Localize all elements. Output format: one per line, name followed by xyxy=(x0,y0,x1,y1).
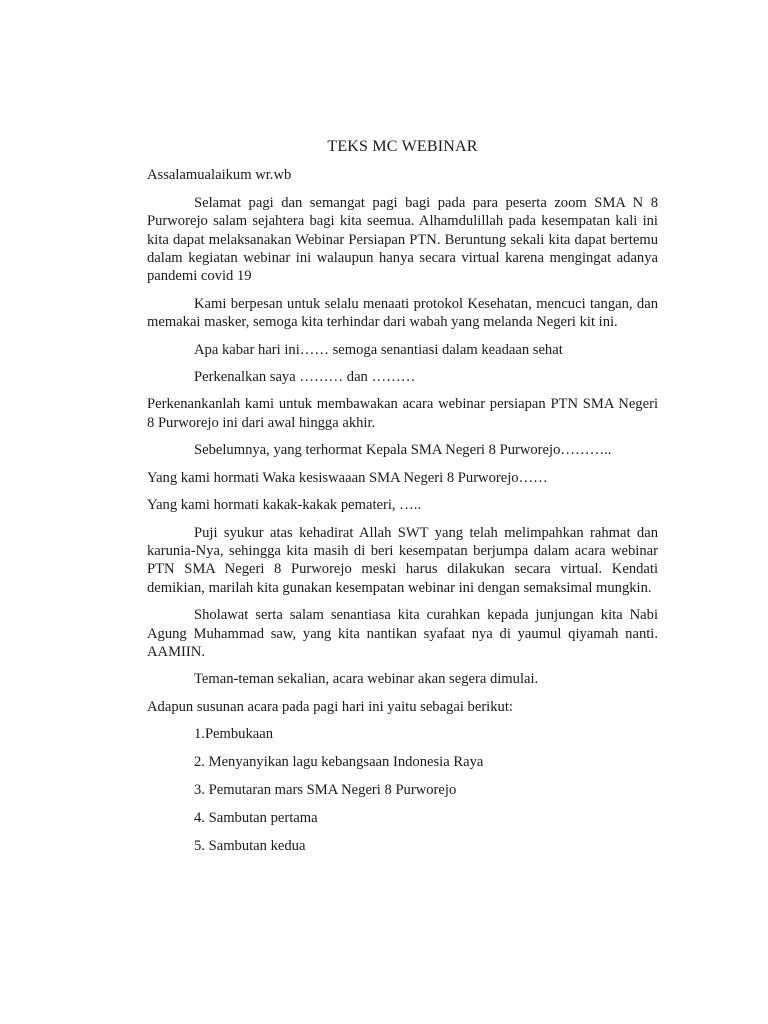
paragraph-agenda-intro: Adapun susunan acara pada pagi hari ini yaitu sebagai berikut: xyxy=(147,698,513,715)
paragraph-introduction: Perkenalkan saya ……… dan ……… xyxy=(194,369,416,386)
agenda-item: 4. Sambutan pertama xyxy=(194,810,318,827)
agenda-item: 1.Pembukaan xyxy=(194,726,274,743)
agenda-item: 2. Menyanyikan lagu kebangsaan Indonesia Raya xyxy=(194,754,484,771)
paragraph-health-message: Kami berpesan untuk selalu menaati protokol Kesehatan, mencuci tangan, dan memakai masker, semoga kita terhindar dari wabah yang melanda Negeri kit ini. xyxy=(147,295,658,331)
paragraph-sholawat: Sholawat serta salam senantiasa kita curahkan kepada junjungan kita Nabi Agung Muhammad saw, yang kita nantikan syafaat nya di yaumul qiyamah nanti. AAMIIN. xyxy=(147,607,658,660)
document-title: TEKS MC WEBINAR xyxy=(327,138,478,155)
agenda-list xyxy=(147,725,658,855)
paragraph-respect-vice-principal: Yang kami hormati Waka kesiswaaan SMA Negeri 8 Purworejo…… xyxy=(147,469,548,486)
paragraph-respect-speakers: Yang kami hormati kakak-kakak pemateri, ….. xyxy=(147,497,422,514)
agenda-item: 5. Sambutan kedua xyxy=(194,838,306,855)
paragraph-opening: Selamat pagi dan semangat pagi bagi pada para peserta zoom SMA N 8 Purworejo salam sejahtera bagi kita seemua. Alhamdulillah pada kesempatan kali ini kita dapat melaksanakan Webinar Persiapan PTN. Beruntung sekali kita dapat bertemu dalam kegiatan webinar ini walaupun hanya secara virtual karena mengingat adanya pandemi covid 19 xyxy=(147,194,658,285)
paragraph-how-are-you: Apa kabar hari ini…… semoga senantiasi dalam keadaan sehat xyxy=(194,341,563,358)
paragraph-respect-principal: Sebelumnya, yang terhormat Kepala SMA Negeri 8 Purworejo……….. xyxy=(194,442,612,459)
document-page xyxy=(147,138,658,865)
paragraph-gratitude: Puji syukur atas kehadirat Allah SWT yang telah melimpahkan rahmat dan karunia-Nya, sehingga kita masih di beri kesempatan berjumpa dalam acara webinar PTN SMA Negeri 8 Purworejo meski harus dilakukan secara virtual. Kendati demikian, marilah kita gunakan kesempatan webinar ini dengan semaksimal mungkin. xyxy=(147,524,658,596)
greeting: Assalamualaikum wr.wb xyxy=(147,167,292,184)
paragraph-permission: Perkenankanlah kami untuk membawakan acara webinar persiapan PTN SMA Negeri 8 Purworejo ini dari awal hingga akhir. xyxy=(147,396,658,431)
agenda-item: 3. Pemutaran mars SMA Negeri 8 Purworejo xyxy=(194,782,457,799)
paragraph-starting: Teman-teman sekalian, acara webinar akan segera dimulai. xyxy=(194,671,539,688)
